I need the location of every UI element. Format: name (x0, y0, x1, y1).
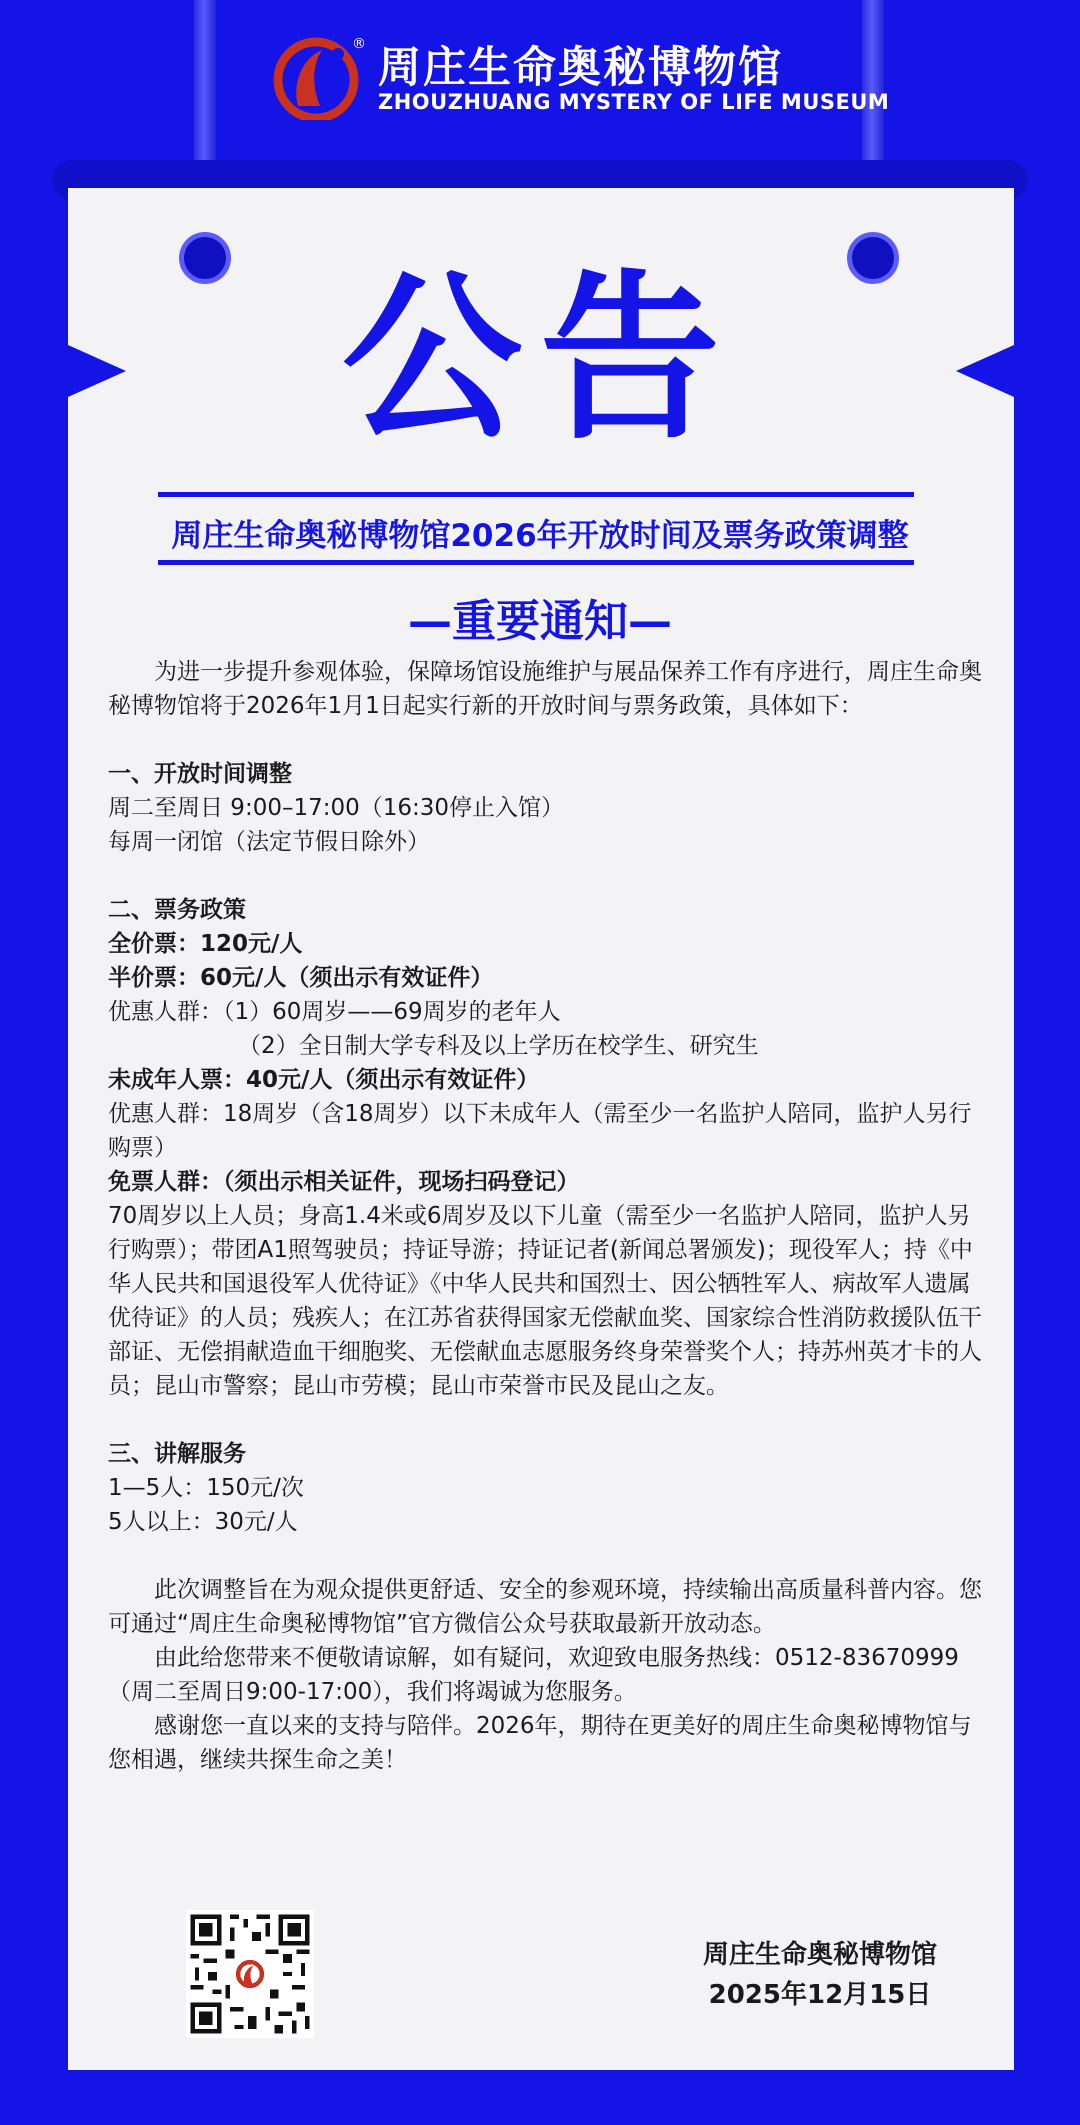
section-ticket-title: 二、票务政策 (108, 897, 246, 923)
free-ticket-group: 70周岁以上人员；身高1.4米或6周岁及以下儿童（需至少一名监护人陪同，监护人另行购票）；带团A1照驾驶员；持证导游；持证记者(新闻总署颁发)；现役军人；持《中华人民共和国退役军人优待证》《中华人民共和国烈士、因公牺牲军人、病故军人遗属优待证》的人员；残疾人；在江苏省获得国家无偿献血奖、国家综合性消防救援队伍干部证、无偿捐献造血干细胞奖、无偿献血志愿服务终身荣誉奖个人；持苏州英才卡的人员；昆山市警察；昆山市劳模；昆山市荣誉市民及昆山之友。 (108, 1203, 982, 1399)
closed-day-line: 每周一闭馆（法定节假日除外） (108, 829, 430, 855)
opening-hours-line: 周二至周日 9:00–17:00（16:30停止入馆） (108, 795, 565, 821)
signature-block (640, 1935, 1000, 2015)
closing-paragraph-2: 由此给您带来不便敬请谅解，如有疑问，欢迎致电服务热线：0512-83670999（周二至周日9:00-17:00），我们将竭诚为您服务。 (108, 1645, 959, 1705)
minor-price-group: 优惠人群：18周岁（含18周岁）以下未成年人（需至少一名监护人陪同，监护人另行购票） (108, 1101, 972, 1161)
subtitle-rule-bottom (158, 560, 914, 565)
museum-name-cn: 周庄生命奥秘博物馆 (378, 43, 783, 93)
notice-heading: —重要通知— (408, 596, 672, 647)
closing-paragraph-3: 感谢您一直以来的支持与陪伴。2026年，期待在更美好的周庄生命奥秘博物馆与您相遇，继续共探生命之美！ (108, 1713, 972, 1773)
registered-mark: ® (352, 36, 366, 52)
signature-name: 周庄生命奥秘博物馆 (702, 1940, 937, 1970)
subtitle-rule-top (158, 492, 914, 497)
museum-logo-icon (272, 36, 360, 120)
full-price-line: 全价票：120元/人 (108, 931, 303, 957)
half-price-group-1: 优惠人群：（1）60周岁——69周岁的老年人 (108, 999, 561, 1025)
section-guide-title: 三、讲解服务 (108, 1441, 246, 1467)
closing-paragraph-1: 此次调整旨在为观众提供更舒适、安全的参观环境，持续输出高质量科普内容。您可通过“周庄生命奥秘博物馆”官方微信公众号获取最新开放动态。 (108, 1577, 982, 1637)
museum-name-en: ZHOUZHUANG MYSTERY OF LIFE MUSEUM (378, 90, 890, 114)
signature-date: 2025年12月15日 (708, 1980, 932, 2010)
qr-code-icon[interactable] (186, 1910, 314, 2038)
minor-price-line: 未成年人票：40元/人（须出示有效证件） (108, 1067, 540, 1093)
section-opening-hours-title: 一、开放时间调整 (108, 761, 292, 787)
half-price-line: 半价票：60元/人（须出示有效证件） (108, 965, 494, 991)
notice-subtitle: 周庄生命奥秘博物馆2026年开放时间及票务政策调整 (171, 518, 909, 554)
half-price-group-2: （2）全日制大学专科及以上学历在校学生、研究生 (238, 1033, 759, 1059)
guide-price-small: 1—5人：150元/次 (108, 1475, 304, 1501)
notice-body (108, 655, 988, 1777)
notice-title: 公告 (341, 255, 738, 464)
guide-price-large: 5人以上：30元/人 (108, 1509, 298, 1535)
intro-paragraph: 为进一步提升参观体验，保障场馆设施维护与展品保养工作有序进行，周庄生命奥秘博物馆将于2026年1月1日起实行新的开放时间与票务政策，具体如下： (108, 659, 982, 719)
free-ticket-title: 免票人群：（须出示相关证件，现场扫码登记） (108, 1169, 580, 1195)
